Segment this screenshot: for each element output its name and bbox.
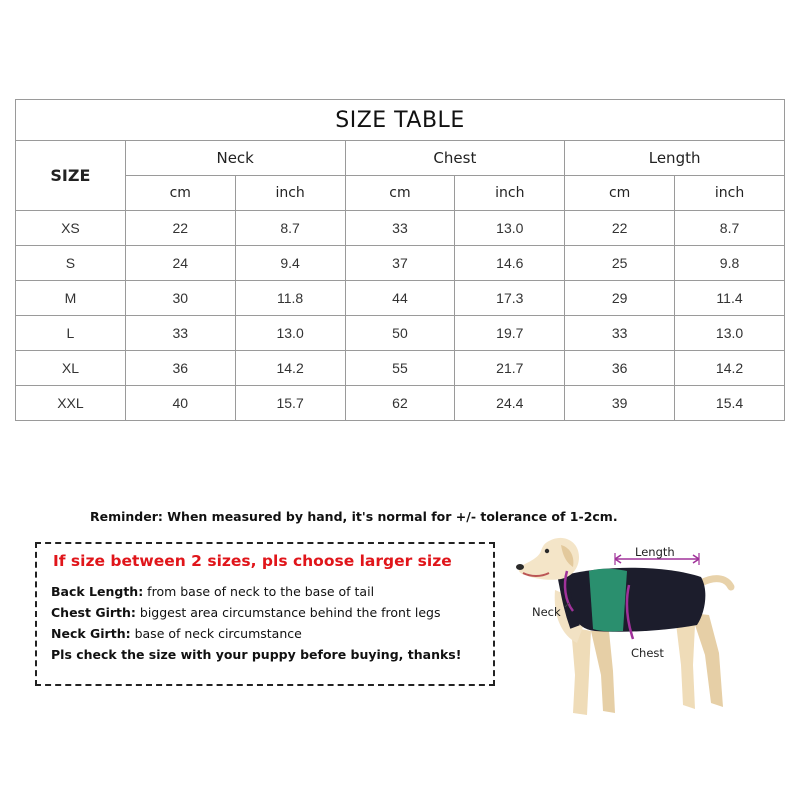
unit-header: cm: [125, 176, 235, 211]
size-cell: XXL: [16, 386, 126, 421]
table-cell: 44: [345, 281, 455, 316]
neck-girth-tip: [51, 626, 302, 641]
table-cell: 40: [125, 386, 235, 421]
table-cell: 13.0: [235, 316, 345, 351]
table-cell: 13.0: [675, 316, 785, 351]
table-cell: 29: [565, 281, 675, 316]
chest-label: Chest: [631, 646, 664, 660]
table-cell: 19.7: [455, 316, 565, 351]
table-cell: 30: [125, 281, 235, 316]
table-cell: 11.4: [675, 281, 785, 316]
table-cell: 9.4: [235, 246, 345, 281]
chest-group-header: Chest: [345, 141, 565, 176]
table-cell: 55: [345, 351, 455, 386]
table-cell: 33: [345, 211, 455, 246]
table-cell: 14.2: [675, 351, 785, 386]
length-group-header: Length: [565, 141, 785, 176]
size-cell: S: [16, 246, 126, 281]
table-cell: 25: [565, 246, 675, 281]
table-cell: 13.0: [455, 211, 565, 246]
table-cell: 36: [125, 351, 235, 386]
neck-girth-label: Neck Girth:: [51, 626, 131, 641]
length-label: Length: [635, 545, 675, 559]
dog-illustration: [505, 535, 765, 725]
table-row: [16, 351, 785, 386]
table-cell: 24.4: [455, 386, 565, 421]
size-cell: L: [16, 316, 126, 351]
dog-measurement-diagram: [505, 535, 765, 725]
table-cell: 15.4: [675, 386, 785, 421]
table-cell: 11.8: [235, 281, 345, 316]
table-cell: 14.6: [455, 246, 565, 281]
check-size-note: Pls check the size with your puppy before buying, thanks!: [51, 647, 462, 662]
table-row: [16, 246, 785, 281]
table-cell: 37: [345, 246, 455, 281]
back-length-text: from base of neck to the base of tail: [143, 584, 375, 599]
table-row: [16, 316, 785, 351]
chest-girth-label: Chest Girth:: [51, 605, 136, 620]
table-cell: 15.7: [235, 386, 345, 421]
table-row: [16, 281, 785, 316]
size-column-header: SIZE: [16, 141, 126, 211]
table-cell: 24: [125, 246, 235, 281]
chest-girth-text: biggest area circumstance behind the front legs: [135, 605, 441, 620]
size-cell: XL: [16, 351, 126, 386]
table-cell: 62: [345, 386, 455, 421]
table-cell: 39: [565, 386, 675, 421]
unit-header: cm: [345, 176, 455, 211]
back-length-label: Back Length:: [51, 584, 144, 599]
table-cell: 8.7: [675, 211, 785, 246]
tolerance-reminder: Reminder: When measured by hand, it's normal for +/- tolerance of 1-2cm.: [90, 509, 618, 524]
neck-label: Neck: [532, 605, 561, 619]
table-cell: 33: [125, 316, 235, 351]
table-cell: 36: [565, 351, 675, 386]
neck-group-header: Neck: [125, 141, 345, 176]
sizing-tips-box: [35, 542, 495, 686]
table-cell: 14.2: [235, 351, 345, 386]
unit-header: inch: [675, 176, 785, 211]
neck-girth-text: base of neck circumstance: [130, 626, 302, 641]
chest-girth-tip: [51, 605, 440, 620]
table-cell: 22: [125, 211, 235, 246]
table-cell: 22: [565, 211, 675, 246]
table-cell: 9.8: [675, 246, 785, 281]
back-length-tip: [51, 584, 374, 599]
unit-header: inch: [455, 176, 565, 211]
size-cell: XS: [16, 211, 126, 246]
table-row: [16, 211, 785, 246]
size-cell: M: [16, 281, 126, 316]
table-title: SIZE TABLE: [16, 100, 785, 141]
unit-header: inch: [235, 176, 345, 211]
unit-header: cm: [565, 176, 675, 211]
table-cell: 17.3: [455, 281, 565, 316]
table-cell: 33: [565, 316, 675, 351]
size-table: [15, 99, 785, 421]
table-cell: 50: [345, 316, 455, 351]
table-cell: 8.7: [235, 211, 345, 246]
table-cell: 21.7: [455, 351, 565, 386]
tips-title: If size between 2 sizes, pls choose larger size: [53, 552, 452, 570]
table-row: [16, 386, 785, 421]
